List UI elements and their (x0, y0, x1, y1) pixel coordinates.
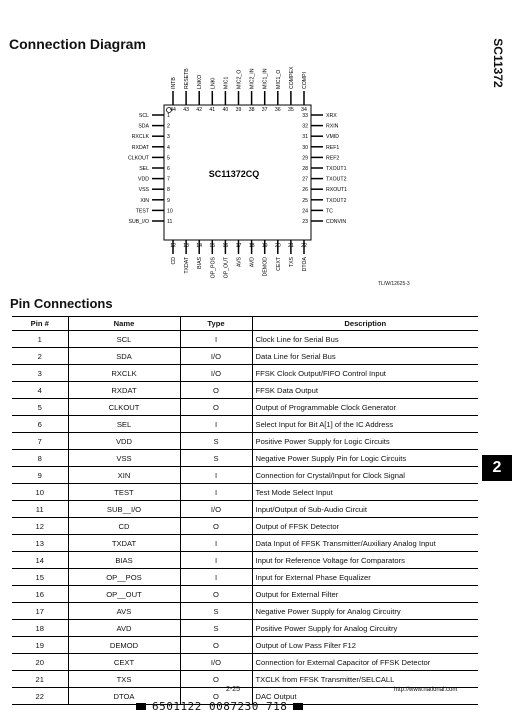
cell-type: O (180, 382, 252, 399)
table-row (12, 603, 478, 620)
pin-number: 13 (183, 243, 189, 249)
pin-label: LNKI (210, 77, 217, 89)
pin-number: 9 (167, 197, 170, 204)
pin-number: 12 (170, 243, 176, 249)
cell-description: Output of FFSK Detector (252, 518, 478, 535)
pin-label: MIC2_IN (249, 68, 256, 89)
cell-description: Select Input for Bit A[1] of the IC Address (252, 416, 478, 433)
cell-name: TXDAT (68, 535, 180, 552)
cell-name: SCL (68, 331, 180, 348)
cell-type: I (180, 416, 252, 433)
cell-pin: 17 (12, 603, 68, 620)
pin-label: RXDAT (131, 144, 149, 151)
pin-number: 43 (183, 107, 189, 113)
cell-type: S (180, 603, 252, 620)
cell-description: Data Line for Serial Bus (252, 348, 478, 365)
page-number: 2-25 (226, 686, 241, 693)
pin-label: MIC1_O (275, 69, 282, 89)
cell-description: Input for External Phase Equalizer (252, 569, 478, 586)
pin-number: 22 (301, 243, 307, 249)
pin-label: XRX (326, 113, 337, 119)
pin-label: BIAS (197, 257, 204, 269)
cell-pin: 22 (12, 688, 68, 705)
pin-number: 42 (196, 107, 203, 113)
pin-label: VMID (326, 134, 339, 141)
cell-description: Input/Output of Sub-Audio Circuit (252, 501, 478, 518)
pin-label: AVS (236, 257, 243, 267)
cell-type: I (180, 331, 252, 348)
pin-label: RESETB (184, 68, 191, 89)
cell-type: S (180, 433, 252, 450)
cell-name: DTOA (68, 688, 180, 705)
pin-label: SEL (139, 166, 149, 172)
pin-label: RXCLK (131, 134, 149, 141)
cell-description: Negative Power Supply for Analog Circuitry (252, 603, 478, 620)
cell-pin: 5 (12, 399, 68, 416)
pin-label: REF2 (326, 155, 340, 162)
cell-pin: 20 (12, 654, 68, 671)
pin-label: RXOUT1 (326, 187, 348, 194)
cell-type: I (180, 467, 252, 484)
cell-pin: 15 (12, 569, 68, 586)
cell-type: I (180, 569, 252, 586)
pin-number: 1 (167, 113, 170, 119)
table-row (12, 416, 478, 433)
cell-name: TXS (68, 671, 180, 688)
table-row (12, 348, 478, 365)
cell-pin: 4 (12, 382, 68, 399)
cell-name: XIN (68, 467, 180, 484)
pin-label: INTB (171, 77, 177, 89)
pin-number: 15 (209, 243, 216, 249)
pin-number: 33 (302, 113, 308, 119)
pin-label: SCL (138, 113, 149, 119)
table-row (12, 671, 478, 688)
table-row (12, 518, 478, 535)
cell-description: Output of Low Pass Filter F12 (252, 637, 478, 654)
pin-number: 11 (167, 219, 173, 225)
pin-connections-table (12, 316, 478, 705)
pin-number: 31 (302, 134, 308, 141)
cell-type: I (180, 552, 252, 569)
cell-type: I (180, 484, 252, 501)
table-row (12, 399, 478, 416)
cell-description: TXCLK from FFSK Transmitter/SELCALL (252, 671, 478, 688)
pin-label: VSS (138, 187, 149, 194)
column-header-pin: Pin # (12, 317, 68, 331)
pin-label: TC (326, 208, 333, 215)
cell-pin: 6 (12, 416, 68, 433)
cell-description: Clock Line for Serial Bus (252, 331, 478, 348)
cell-type: I/O (180, 365, 252, 382)
pin-label: COMPEX (288, 66, 295, 89)
cell-type: I/O (180, 348, 252, 365)
pin-number: 5 (167, 155, 170, 162)
pin-number: 28 (302, 166, 308, 172)
cell-name: CEXT (68, 654, 180, 671)
cell-type: O (180, 671, 252, 688)
pin-number: 17 (235, 243, 242, 249)
cell-pin: 14 (12, 552, 68, 569)
cell-pin: 13 (12, 535, 68, 552)
pin-number: 25 (302, 197, 308, 204)
cell-description: FFSK Data Output (252, 382, 478, 399)
pin-label: DEMOD (262, 257, 269, 277)
cell-name: AVS (68, 603, 180, 620)
pin-number: 35 (288, 107, 294, 113)
cell-pin: 21 (12, 671, 68, 688)
table-row (12, 450, 478, 467)
pin-label: AVD (249, 257, 256, 268)
table-row (12, 569, 478, 586)
pin-number: 18 (248, 243, 255, 249)
pin-label: LNKO (197, 74, 204, 89)
column-header-description: Description (252, 317, 478, 331)
pin-number: 6 (167, 166, 170, 172)
pin-number: 10 (167, 208, 173, 215)
cell-type: S (180, 620, 252, 637)
cell-type: O (180, 518, 252, 535)
pin-label: CD (171, 257, 177, 265)
cell-pin: 11 (12, 501, 68, 518)
cell-type: O (180, 637, 252, 654)
cell-type: O (180, 586, 252, 603)
pin-number: 30 (302, 144, 308, 151)
barcode-number: 6501122 0087230 718 (152, 700, 288, 713)
cell-description: Connection for Crystal/Input for Clock Signal (252, 467, 478, 484)
pin-number: 2 (167, 123, 170, 130)
cell-type: O (180, 688, 252, 705)
pin-number: 4 (167, 144, 170, 151)
pin-number: 16 (222, 243, 229, 249)
cell-description: Data Input of FFSK Transmitter/Auxiliary Analog Input (252, 535, 478, 552)
connection-diagram (0, 0, 512, 300)
pin-number: 32 (302, 123, 308, 130)
pin-label: REF1 (326, 144, 340, 151)
cell-type: S (180, 450, 252, 467)
cell-name: RXCLK (68, 365, 180, 382)
cell-name: VSS (68, 450, 180, 467)
barcode-block-left (136, 703, 146, 710)
cell-description: Negative Power Supply Pin for Logic Circuits (252, 450, 478, 467)
pin-number: 26 (302, 187, 308, 194)
cell-type: I/O (180, 501, 252, 518)
pin-number: 39 (235, 107, 242, 113)
cell-pin: 12 (12, 518, 68, 535)
cell-pin: 19 (12, 637, 68, 654)
table-row (12, 637, 478, 654)
cell-name: OP__OUT (68, 586, 180, 603)
section-title: Connection Diagram (9, 36, 146, 52)
cell-name: BIAS (68, 552, 180, 569)
pin-label: TXDAT (184, 257, 191, 274)
cell-pin: 2 (12, 348, 68, 365)
pin-label: TXS (288, 257, 295, 268)
table-row (12, 382, 478, 399)
cell-name: RXDAT (68, 382, 180, 399)
cell-name: SEL (68, 416, 180, 433)
cell-description: Connection for External Capacitor of FFSK Detector (252, 654, 478, 671)
pin-number: 24 (302, 208, 308, 215)
table-row (12, 365, 478, 382)
table-row (12, 433, 478, 450)
cell-description: Test Mode Select Input (252, 484, 478, 501)
pin-label: OP_OUT (223, 257, 230, 279)
part-number-text: SC11372 (491, 38, 505, 88)
pin-label: COMPI (302, 71, 308, 89)
pin-number: 38 (248, 107, 255, 113)
pin-label: MIC1 (223, 76, 230, 89)
pin-number: 23 (302, 219, 308, 225)
pin-number: 40 (222, 107, 229, 113)
pin-label: XIN (140, 197, 149, 204)
pin-number: 34 (301, 107, 307, 113)
pin-number: 36 (274, 107, 281, 113)
pin-number: 19 (261, 243, 268, 249)
pin-number: 29 (302, 155, 308, 162)
pin-label: TXOUT2 (326, 197, 347, 204)
table-header-row (12, 317, 478, 331)
cell-name: DEMOD (68, 637, 180, 654)
section-tab: 2 (482, 455, 512, 481)
cell-name: CD (68, 518, 180, 535)
cell-pin: 3 (12, 365, 68, 382)
cell-name: SUB__I/O (68, 501, 180, 518)
cell-description: Positive Power Supply for Logic Circuits (252, 433, 478, 450)
cell-description: DAC Output (252, 688, 478, 705)
barcode (136, 700, 303, 713)
pin-number: 44 (170, 107, 176, 113)
table-row (12, 620, 478, 637)
table-row (12, 331, 478, 348)
cell-name: TEST (68, 484, 180, 501)
cell-name: CLKOUT (68, 399, 180, 416)
cell-description: Input for Reference Voltage for Comparators (252, 552, 478, 569)
pin-label: DTOA (302, 257, 308, 272)
pin-number: 20 (274, 243, 281, 249)
cell-type: I (180, 535, 252, 552)
cell-description: Positive Power Supply for Analog Circuitry (252, 620, 478, 637)
table-row (12, 467, 478, 484)
pin-label: CEXT (275, 257, 282, 271)
table-row (12, 586, 478, 603)
pin-label: SUB_I/O (128, 219, 149, 225)
cell-pin: 8 (12, 450, 68, 467)
chip-label: SC11372CQ (208, 169, 260, 179)
cell-description: Output of Programmable Clock Generator (252, 399, 478, 416)
cell-pin: 7 (12, 433, 68, 450)
cell-name: AVD (68, 620, 180, 637)
column-header-name: Name (68, 317, 180, 331)
pin-label: TXOUT2 (326, 176, 347, 183)
table-row (12, 484, 478, 501)
figure-reference: TL/W/12625-3 (378, 281, 410, 287)
table-row (12, 501, 478, 518)
cell-name: VDD (68, 433, 180, 450)
table-row (12, 552, 478, 569)
pin-number: 8 (167, 187, 170, 194)
pin-number: 27 (302, 176, 308, 183)
pin-label: MIC1_IN (262, 68, 269, 89)
pin-number: 21 (288, 243, 294, 249)
footer-url: http://www.national.com (394, 687, 458, 693)
pin-label: MIC2_O (236, 69, 243, 89)
pin-label: TXOUT1 (326, 166, 347, 172)
pin-label: CLKOUT (127, 155, 149, 162)
cell-description: Output for External Filter (252, 586, 478, 603)
pin-label: SDA (138, 123, 149, 130)
cell-type: O (180, 399, 252, 416)
pin-number: 41 (209, 107, 216, 113)
pin-label: OP_POS (210, 257, 217, 279)
pin-label: CONVIN (326, 219, 347, 225)
pin-number: 7 (167, 176, 170, 183)
cell-pin: 18 (12, 620, 68, 637)
column-header-type: Type (180, 317, 252, 331)
table-row (12, 654, 478, 671)
table-row (12, 535, 478, 552)
pin-label: TEST (135, 208, 149, 215)
cell-name: SDA (68, 348, 180, 365)
pin-label: VDD (138, 176, 149, 183)
pin-number: 37 (261, 107, 268, 113)
barcode-block-right (293, 703, 303, 710)
cell-description: FFSK Clock Output/FIFO Control Input (252, 365, 478, 382)
cell-pin: 1 (12, 331, 68, 348)
pin-connections-title: Pin Connections (10, 296, 113, 311)
cell-pin: 10 (12, 484, 68, 501)
cell-pin: 9 (12, 467, 68, 484)
cell-name: OP__POS (68, 569, 180, 586)
pin-number: 14 (196, 243, 203, 249)
pin-number: 3 (167, 134, 170, 141)
pin-label: RXIN (326, 123, 339, 130)
cell-pin: 16 (12, 586, 68, 603)
cell-type: I/O (180, 654, 252, 671)
